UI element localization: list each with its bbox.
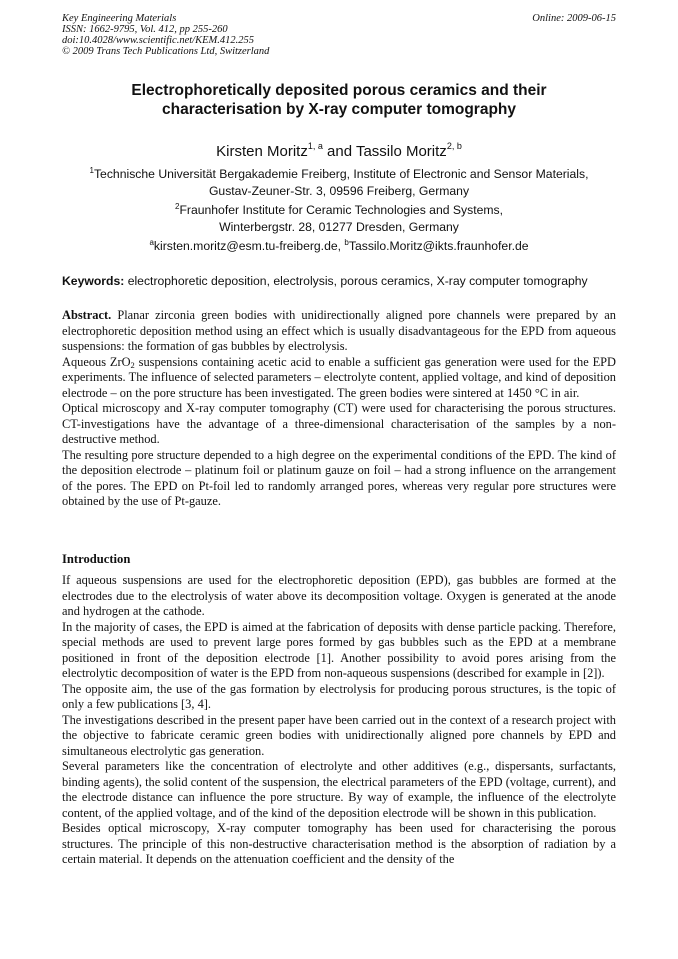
author-2-affiliation-mark: 2, b <box>446 141 462 151</box>
affiliation-1-line-2: Gustav-Zeuner-Str. 3, 09596 Freiberg, Germany <box>208 184 470 198</box>
abstract-paragraph-4: The resulting pore structure depended to a high degree on the experimental conditions of the EPD. The kind of the deposition electrode – platinum foil or platinum gauze on foil – had a strong influence on the arrangement of the pores. The EPD on Pt-foil led to randomly arranged pores, whereas very regular pore structures were obtained by the use of Pt-gauze. <box>62 447 616 508</box>
affiliation-2-line-1: Fraunhofer Institute for Ceramic Technologies and Systems, <box>179 203 504 217</box>
journal-header <box>62 13 616 57</box>
affiliation-1-line-1: Technische Universität Bergakademie Freiberg, Institute of Electronic and Sensor Materials, <box>93 167 589 181</box>
affiliation-2-mark: 2 <box>174 202 180 211</box>
keywords-text: electrophoretic deposition, electrolysis, porous ceramics, X-ray computer tomography <box>124 274 588 288</box>
introduction-paragraph-1: If aqueous suspensions are used for the electrophoretic deposition (EPD), gas bubbles are formed at the electrodes due to the electrolysis of water above its decomposition voltage. Oxygen is generated at the anode and hydrogen at the cathode. <box>62 573 616 618</box>
affiliation-1 <box>62 166 616 200</box>
journal-copyright: © 2009 Trans Tech Publications Ltd, Switzerland <box>62 46 270 57</box>
introduction-body <box>62 573 616 868</box>
abstract-text-1: Planar zirconia green bodies with unidirectionally aligned pore channels were prepared by an electrophoretic deposition method using an effect which is usually disadvantageous for the EPD from aqueous suspensions: the formation of gas bubbles by electrolysis. <box>62 308 616 353</box>
introduction-paragraph-4: The investigations described in the present paper have been carried out in the context of a research project with the objective to fabricate ceramic green bodies with unidirectionally aligned pore channels by EPD and simultaneous electrolytic gas generation. <box>62 712 616 758</box>
email-a-mark: a <box>149 238 154 247</box>
abstract-subscript: 2 <box>130 359 135 370</box>
abstract-label: Abstract. <box>62 308 112 322</box>
abstract-text-2a: Aqueous ZrO <box>62 354 131 369</box>
journal-issn: ISSN: 1662-9795, Vol. 412, pp 255-260 <box>62 24 228 35</box>
journal-name: Key Engineering Materials <box>62 13 177 24</box>
title-line-2: characterisation by X-ray computer tomography <box>161 101 516 118</box>
author-1: Kirsten Moritz <box>216 143 308 160</box>
paper-title <box>62 81 616 119</box>
abstract-text-2b: suspensions containing acetic acid to enable a sufficient gas generation were used for the EPD experiments. The influence of selected parameters – electrolyte content, applied voltage, and kind of deposition electrode – on the pore structure has been investigated. The green bodies were sintered at 1450 °C in air. <box>62 354 616 400</box>
email-a: kirsten.moritz@esm.tu-freiberg.de, <box>153 239 345 253</box>
abstract-paragraph-2 <box>62 355 616 402</box>
affiliation-2 <box>62 202 616 236</box>
journal-doi: doi:10.4028/www.scientific.net/KEM.412.255 <box>62 35 254 46</box>
section-heading-introduction: Introduction <box>62 552 131 566</box>
author-separator: and <box>322 143 356 160</box>
abstract-paragraph-1 <box>62 308 616 355</box>
introduction-paragraph-5: Several parameters like the concentration of electrolyte and other additives (e.g., dispersants, surfactants, binding agents), the solid content of the suspension, the electrical parameters of the EPD (voltage, current), and the electrode distance can influence the pore structure. By way of example, the influence of the electrolyte content, of the applied voltage, and of the kind of the deposition electrode will be shown in this publication. <box>62 759 616 820</box>
email-b: Tassilo.Moritz@ikts.fraunhofer.de <box>348 239 529 253</box>
title-line-1: Electrophoretically deposited porous ceramics and their <box>131 82 547 99</box>
introduction-paragraph-3: The opposite aim, the use of the gas formation by electrolysis for producing porous structures, is the topic of only a few publications [3, 4]. <box>62 681 616 711</box>
abstract <box>62 308 616 510</box>
keywords-label: Keywords: <box>62 274 125 288</box>
affiliation-1-mark: 1 <box>89 166 94 175</box>
abstract-paragraph-3: Optical microscopy and X-ray computer tomography (CT) were used for characterising the porous structures. CT-investigations have the advantage of a three-dimensional characterisation of the samples by a non-destructive method. <box>62 401 616 446</box>
author-1-affiliation-mark: 1, a <box>307 141 323 151</box>
author-list <box>62 142 616 162</box>
author-emails <box>62 238 616 255</box>
online-date: Online: 2009-06-15 <box>532 13 616 24</box>
affiliation-2-line-2: Winterbergstr. 28, 01277 Dresden, Germany <box>219 220 459 234</box>
introduction-paragraph-2: In the majority of cases, the EPD is aimed at the fabrication of deposits with dense particle packing. Therefore, special methods are used to prevent large pores formed by gas bubbles such as the EPD at a membrane positioned in front of the deposition electrode [1]. Another possibility to avoid pores arising from the electrolytic decomposition of water is the EPD from non-aqueous suspensions (described for example in [2]). <box>62 619 616 680</box>
introduction-paragraph-6: Besides optical microscopy, X-ray computer tomography has been used for characterising the porous structures. The principle of this non-destructive characterisation method is the absorption of radiation by a certain material. It depends on the attenuation coefficient and the density of the <box>62 821 616 866</box>
email-b-mark: b <box>344 238 349 247</box>
keywords <box>62 273 616 289</box>
author-2: Tassilo Moritz <box>355 143 447 160</box>
